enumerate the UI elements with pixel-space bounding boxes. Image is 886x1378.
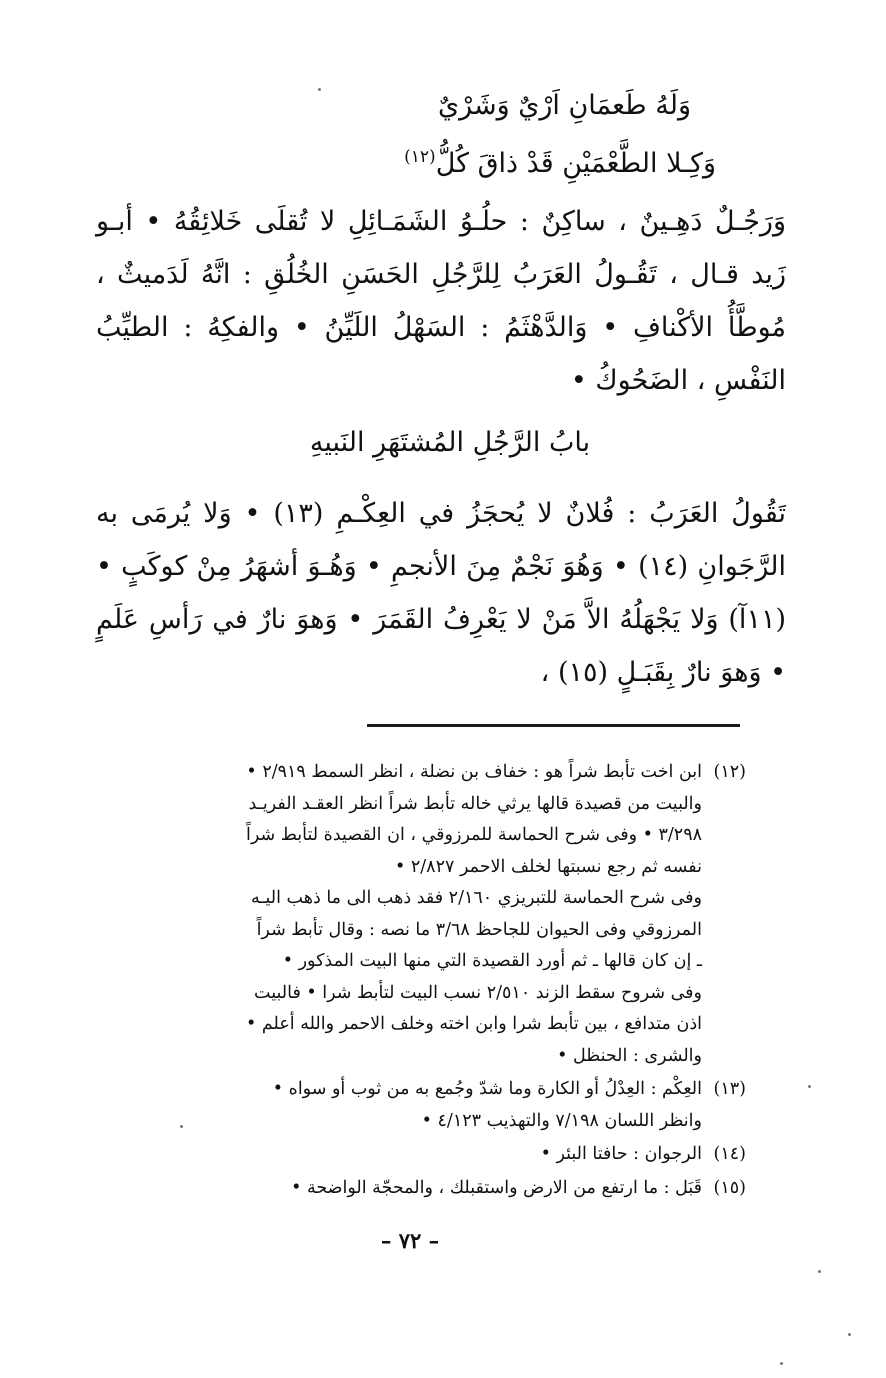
verse-text: وَلَهُ طَعمَانِ اَرْيٌ وَشَرْيٌ <box>437 90 691 121</box>
scan-speck <box>318 88 321 91</box>
footnote-reference: (١٢) <box>404 147 436 167</box>
footnote-line: وفى شرح الحماسة للتبريزي ٢/١٦٠ فقد ذهب الى ما ذهب اليـه <box>251 888 702 908</box>
footnote-number: (١٥) <box>713 1177 746 1198</box>
footnote-13 <box>96 1074 746 1137</box>
footnote-number: (١٢) <box>713 762 746 782</box>
footnote-15 <box>96 1173 746 1205</box>
footnote-line: وفى شروح سقط الزند ٢/٥١٠ نسب البيت لتأبط شرا • فالبيت <box>254 982 702 1003</box>
footnote-line: ٣/٢٩٨ • وفى شرح الحماسة للمرزوقي ، ان القصيدة لتأبط شراً <box>245 825 702 845</box>
footnote-line: نفسه ثم رجع نسبتها لخلف الاحمر ٢/٨٢٧ • <box>395 856 702 877</box>
footnote-12 <box>96 757 746 1072</box>
verse-text: وَكِـلا الطَّعْمَيْنِ قَدْ ذاقَ كُلُّ <box>435 148 716 179</box>
footnote-line: وانظر اللسان ٧/١٩٨ والتهذيب ٤/١٢٣ • <box>421 1110 702 1131</box>
scan-speck <box>180 1125 183 1128</box>
scan-speck <box>848 1333 851 1336</box>
body-paragraph-1: وَرَجُـلٌ دَهِـينٌ ، ساكِنٌ : حلُـوُ الشَمَـائِلِ لا تُقلَى خَلائِقُهُ • أبـو زَيد قـال ، تَقُـولُ العَرَبُ لِلرَّجُلِ الحَسَنِ الخُلُقِ : انَّهُ لَدَميثٌ ، مُوطَّأُ الأكْنافِ • وَالدَّهْثَمُ : السَهْلُ اللَيِّنُ • والفكِهُ : الطيِّبُ النَفْسِ ، الضَحُوكُ • <box>96 206 786 396</box>
footnote-separator-rule <box>367 724 740 727</box>
page-number: – ٧٢ – <box>380 1228 440 1253</box>
section-heading: بابُ الرَّجُلِ المُشتَهَرِ النَبيهِ <box>309 427 591 458</box>
footnote-14 <box>96 1139 746 1171</box>
footnote-line: اذن متدافع ، بين تأبط شرا وابن اخته وخلف الاحمر والله أعلم • <box>246 1014 702 1034</box>
scan-speck <box>808 1085 811 1088</box>
footnote-number: (١٤) <box>713 1144 746 1164</box>
footnote-line: المرزوقي وفى الحيوان للجاحظ ٣/٦٨ ما نصه : وقال تأبط شراً <box>256 919 702 940</box>
footnote-line: والشرى : الحنظل • <box>557 1045 702 1066</box>
scan-speck <box>780 1362 783 1365</box>
footnote-number: (١٣) <box>713 1079 746 1099</box>
poem-verse-2 <box>404 137 716 184</box>
footnotes-section <box>96 757 746 1206</box>
scan-speck <box>818 1270 821 1273</box>
footnote-line: العِكْم : العِدْلُ أو الكارة وما شدّ وجُمع به من ثوب أو سواه • <box>272 1079 702 1099</box>
body-paragraph-2: تَقُولُ العَرَبُ : فُلانٌ لا يُحجَزُ في العِكْـمِ (١٣) • وَلا يُرمَى به الرَّجَوانِ (١٤) • وَهُوَ نَجْمٌ مِنَ الأنجمِ • وَهُـوَ أشهَرُ مِنْ كوكَبٍ • (١١آ) وَلا يَجْهَلُهُ الاَّ مَنْ لا يَعْرِفُ القَمَرَ • وَهوَ نارٌ في رَأسِ عَلَمٍ • وَهوَ نارٌ بِقَبَـلٍ (١٥) ، <box>96 498 786 688</box>
footnote-line: والبيت من قصيدة قالها يرثي خاله تأبط شراً انظر العقـد الفريـد <box>248 793 702 814</box>
poem-verse-1 <box>438 86 691 126</box>
footnote-line: قَبَل : ما ارتفع من الارض واستقبلك ، والمحجّة الواضحة • <box>291 1177 702 1198</box>
footnote-line: الرجوان : حافتا البئر • <box>540 1144 702 1164</box>
footnote-line: ابن اخت تأبط شراً هو : خفاف بن نضلة ، انظر السمط ٢/٩١٩ • <box>246 762 702 782</box>
footnote-line: ـ إن كان قالها ـ ثم أورد القصيدة التي منها البيت المذكور • <box>282 951 702 971</box>
